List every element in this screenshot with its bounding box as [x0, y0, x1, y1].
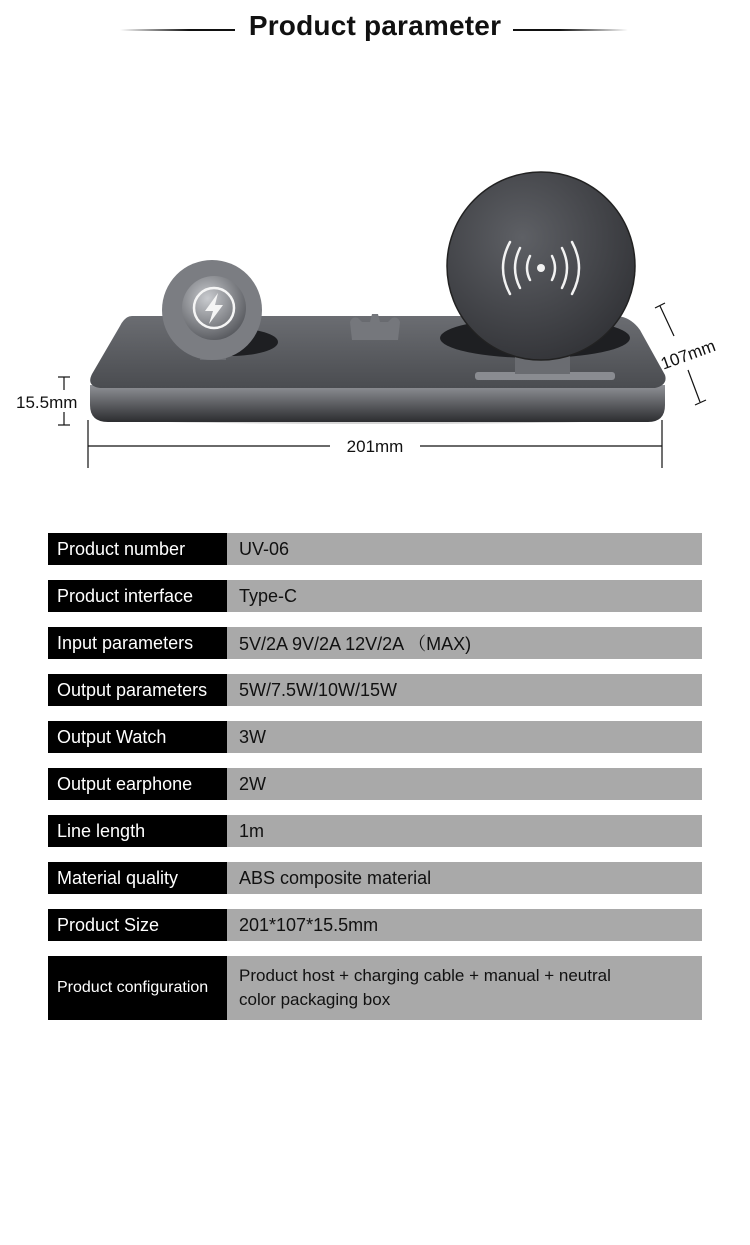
spec-value: 1m — [227, 815, 702, 847]
spec-row-output-parameters — [48, 674, 702, 706]
spec-value: 5V/2A 9V/2A 12V/2A （MAX) — [227, 627, 702, 659]
spec-row-product-configuration — [48, 956, 702, 1020]
spec-row-input-parameters — [48, 627, 702, 659]
spec-value: 201*107*15.5mm — [227, 909, 702, 941]
spec-row-product-number — [48, 533, 702, 565]
spec-label: Input parameters — [48, 627, 227, 659]
spec-row-line-length — [48, 815, 702, 847]
height-dimension-label: 15.5mm — [16, 393, 78, 412]
spec-row-material-quality — [48, 862, 702, 894]
spec-label: Output Watch — [48, 721, 227, 753]
spec-label: Material quality — [48, 862, 227, 894]
page-title: Product parameter — [248, 10, 502, 41]
product-figure — [0, 60, 750, 500]
spec-row-output-watch — [48, 721, 702, 753]
spec-label: Product interface — [48, 580, 227, 612]
spec-value: Product host + charging cable + manual + neutral color packaging box — [227, 956, 702, 1020]
spec-label: Output earphone — [48, 768, 227, 800]
spec-value: Type-C — [227, 580, 702, 612]
spec-value: 2W — [227, 768, 702, 800]
spec-label: Line length — [48, 815, 227, 847]
spec-label: Output parameters — [48, 674, 227, 706]
spec-value: ABS composite material — [227, 862, 702, 894]
spec-value: UV-06 — [227, 533, 702, 565]
spec-row-output-earphone — [48, 768, 702, 800]
spec-value: 5W/7.5W/10W/15W — [227, 674, 702, 706]
charger-illustration — [0, 60, 750, 500]
spec-label: Product Size — [48, 909, 227, 941]
spec-row-product-size — [48, 909, 702, 941]
spec-row-product-interface — [48, 580, 702, 612]
base-side — [90, 385, 665, 422]
header-right-rule — [513, 29, 628, 31]
page-header — [0, 0, 750, 60]
spec-value: 3W — [227, 721, 702, 753]
length-dimension-label: 201mm — [346, 437, 404, 456]
earbud-stand — [350, 314, 400, 340]
depth-dimension-label: 107mm — [658, 336, 719, 374]
spec-label: Product number — [48, 533, 227, 565]
spec-label: Product configuration — [48, 956, 227, 1020]
